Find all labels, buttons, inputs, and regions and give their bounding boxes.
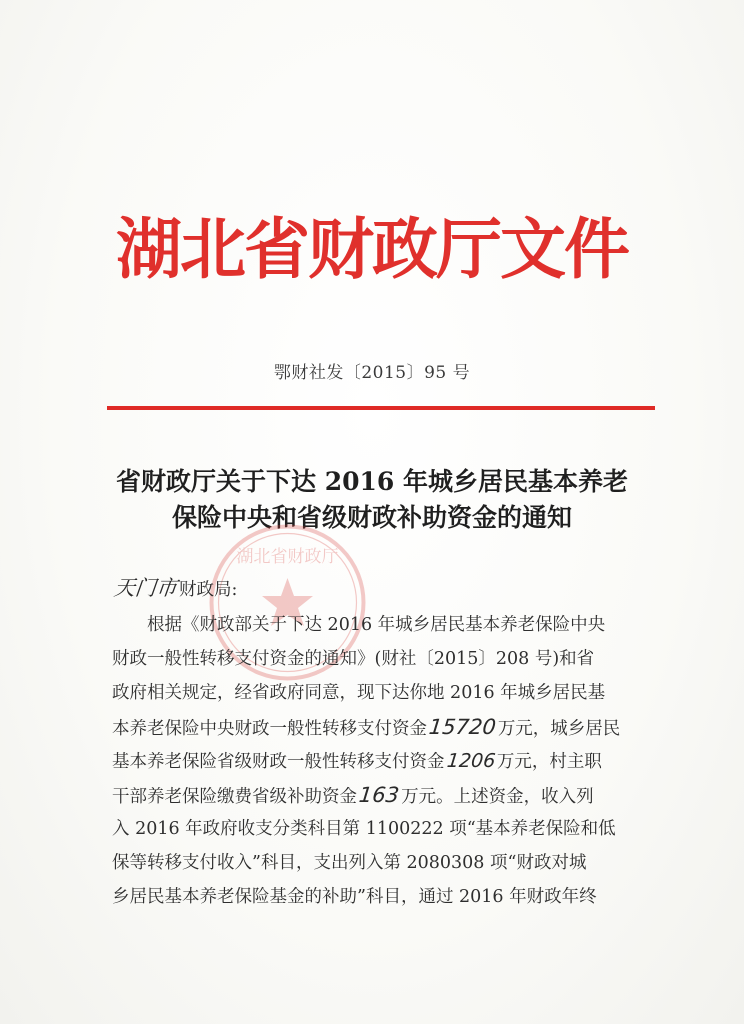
body-text: 乡居民基本养老保险基金的补助”科目，通过 2016 年财政年终 — [112, 887, 597, 907]
salutation-text: 财政局: — [179, 580, 238, 600]
body-line-4 — [112, 710, 672, 744]
body-text: 干部养老保险缴费省级补助资金 — [112, 787, 357, 807]
salutation-line — [112, 568, 672, 608]
notice-title — [0, 464, 744, 536]
body-text: 根据《财政部关于下达 2016 年城乡居民基本养老保险中央 — [147, 615, 606, 635]
handwritten-amount-central: 15720 — [427, 715, 498, 739]
letterhead-title: 湖北省财政厅文件 — [116, 211, 628, 288]
handwritten-city-name: 天门市 — [112, 576, 179, 600]
notice-body — [112, 568, 672, 914]
body-line-9 — [112, 880, 672, 914]
body-line-8 — [112, 846, 672, 880]
body-text: 入 2016 年政府收支分类科目第 1100222 项“基本养老保险和低 — [112, 819, 616, 839]
document-number: 鄂财社发〔2015〕95 号 — [273, 363, 471, 383]
body-text: 财政一般性转移支付资金的通知》(财社〔2015〕208 号)和省 — [112, 649, 595, 669]
body-text: 保等转移支付收入”科目，支出列入第 2080308 项“财政对城 — [112, 853, 587, 873]
body-text: 本养老保险中央财政一般性转移支付资金 — [112, 719, 427, 739]
red-divider-line — [107, 406, 655, 410]
body-line-6 — [112, 778, 672, 812]
body-text: 万元。上述资金，收入列 — [401, 787, 594, 807]
notice-title-line-1: 省财政厅关于下达 2016 年城乡居民基本养老 — [116, 467, 628, 496]
body-text: 万元，城乡居民 — [497, 719, 621, 739]
body-line-3 — [112, 676, 672, 710]
body-line-2 — [112, 642, 672, 676]
body-line-5 — [112, 744, 672, 778]
notice-title-line-2: 保险中央和省级财政补助资金的通知 — [171, 503, 572, 532]
seal-text: 湖北省财政厅 — [236, 547, 339, 567]
body-line-1 — [112, 608, 672, 642]
handwritten-amount-provincial: 1206 — [445, 750, 497, 772]
body-text: 万元，村主职 — [496, 752, 602, 772]
handwritten-amount-village: 163 — [357, 783, 401, 807]
body-text: 政府相关规定，经省政府同意，现下达你地 2016 年城乡居民基 — [112, 683, 606, 703]
body-text: 基本养老保险省级财政一般性转移支付资金 — [112, 752, 445, 772]
body-line-7 — [112, 812, 672, 846]
